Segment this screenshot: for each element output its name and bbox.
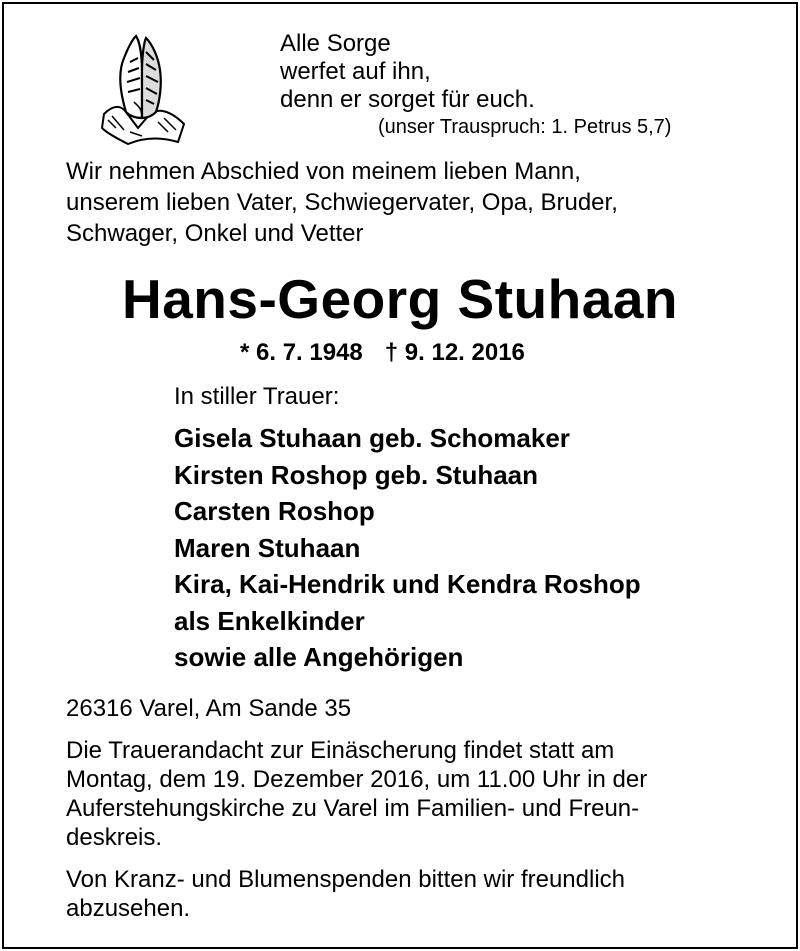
mourner-name: als Enkelkinder — [174, 605, 365, 636]
mourner-name: Kira, Kai-Hendrik und Kendra Roshop — [174, 569, 641, 599]
service-line: Auferstehungskirche zu Varel im Familien- und Freun- — [66, 795, 640, 822]
intro-line: unserem lieben Vater, Schwiegervater, Opa, Bruder, — [66, 189, 618, 216]
mourning-label: In stiller Trauer: — [174, 383, 340, 410]
mourner-name: Maren Stuhaan — [174, 532, 361, 563]
flower-line: abzusehen. — [66, 895, 191, 922]
service-line: Montag, dem 19. Dezember 2016, um 11.00 Uhr in der — [66, 766, 648, 793]
praying-hands-icon — [98, 32, 188, 147]
mourner-name: Gisela Stuhaan geb. Schomaker — [174, 423, 570, 453]
flower-request — [66, 865, 736, 923]
flower-line: Von Kranz- und Blumenspenden bitten wir freundlich — [66, 866, 626, 893]
bible-verse — [280, 30, 671, 140]
farewell-intro — [66, 156, 736, 249]
deceased-name: Hans-Georg Stuhaan — [121, 268, 679, 330]
mourner-name: sowie alle Angehörigen — [174, 642, 464, 672]
birth-date: * 6. 7. 1948 — [240, 339, 363, 366]
service-line: deskreis. — [66, 824, 163, 851]
verse-line: werfet auf ihn, — [280, 58, 431, 85]
intro-line: Schwager, Onkel und Vetter — [66, 220, 364, 247]
intro-line: Wir nehmen Abschied von meinem lieben Mann, — [66, 158, 581, 185]
service-line: Die Trauerandacht zur Einäscherung findet statt am — [66, 737, 615, 764]
family-address: 26316 Varel, Am Sande 35 — [66, 695, 352, 722]
death-date: † 9. 12. 2016 — [384, 339, 525, 366]
verse-reference: (unser Trauspruch: 1. Petrus 5,7) — [378, 116, 672, 138]
life-dates — [240, 338, 525, 368]
mourner-name: Kirsten Roshop geb. Stuhaan — [174, 459, 539, 490]
service-info — [66, 736, 736, 852]
mourners-list — [174, 420, 641, 676]
mourner-name: Carsten Roshop — [174, 496, 375, 526]
verse-line: Alle Sorge — [280, 30, 391, 57]
verse-line: denn er sorget für euch. — [280, 86, 535, 113]
